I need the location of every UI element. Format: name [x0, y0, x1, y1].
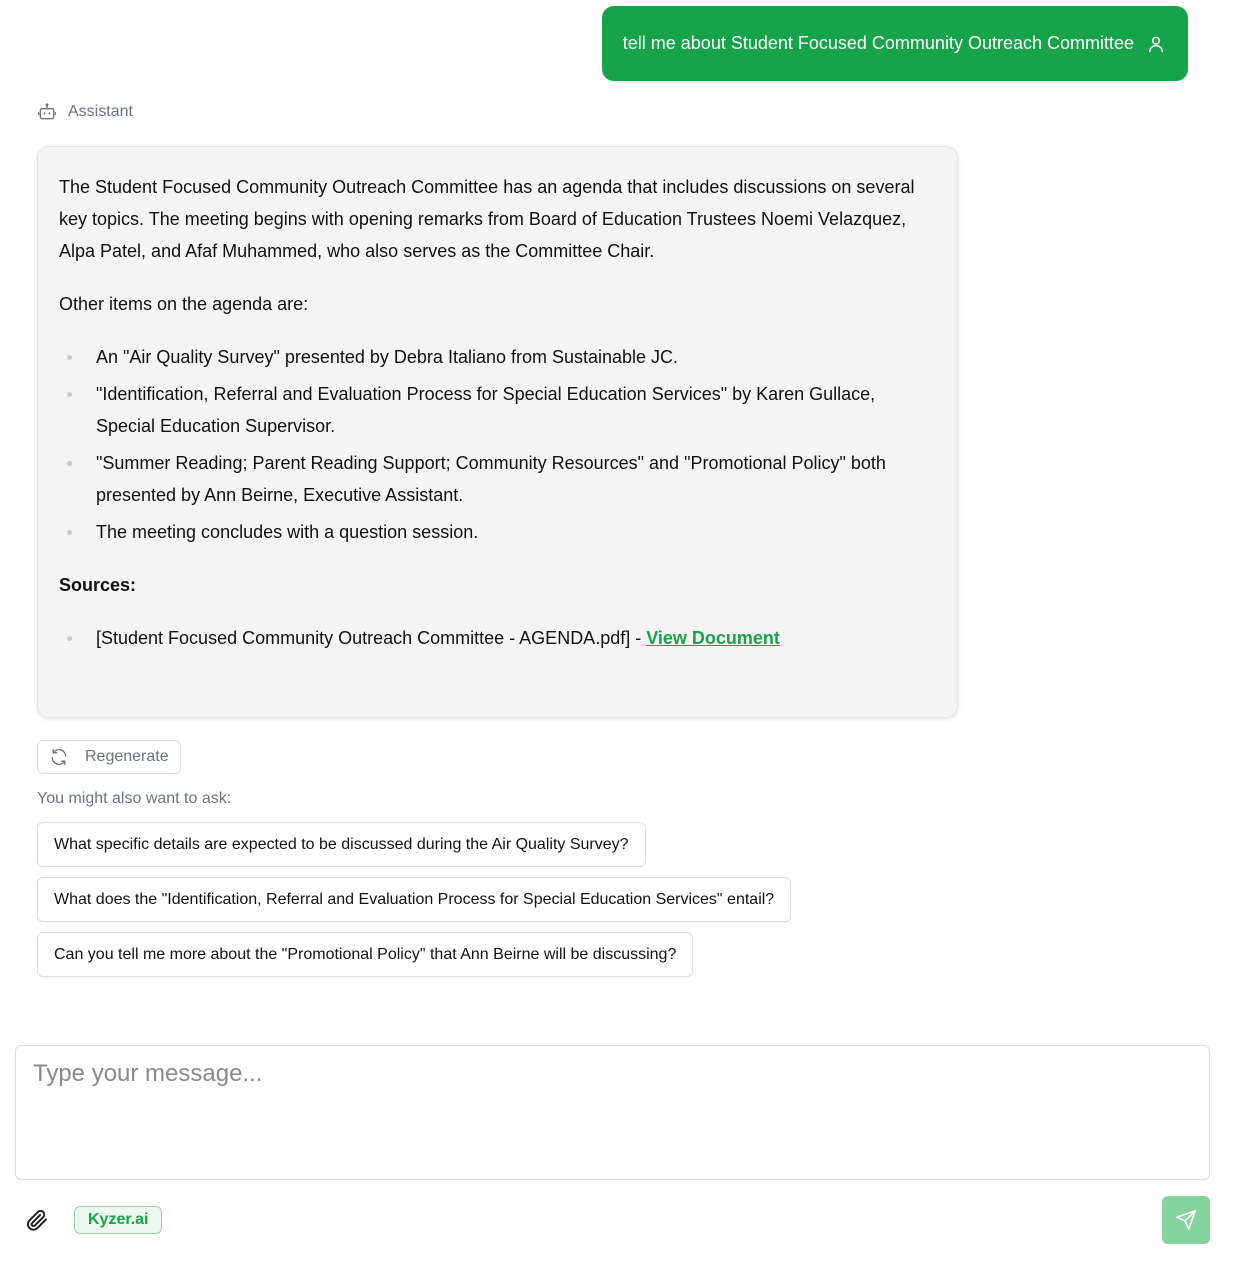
user-message-bubble: [602, 6, 1188, 81]
model-selector[interactable]: Kyzer.ai: [74, 1206, 162, 1234]
list-item: "Summer Reading; Parent Reading Support; Community Resources" and "Promotional Policy" both presented by Ann Beirne, Executive Assistant.: [59, 447, 927, 511]
list-item: An "Air Quality Survey" presented by Debra Italiano from Sustainable JC.: [59, 341, 927, 373]
suggestion-button[interactable]: Can you tell me more about the "Promotional Policy" that Ann Beirne will be discussing?: [37, 932, 693, 977]
user-message-text: tell me about Student Focused Community Outreach Committee: [622, 33, 1134, 53]
suggestion-button[interactable]: What specific details are expected to be discussed during the Air Quality Survey?: [37, 822, 646, 867]
view-document-link[interactable]: View Document: [646, 628, 780, 648]
user-message-row: [602, 6, 1188, 81]
list-item: "Identification, Referral and Evaluation Process for Special Education Services" by Karen Gullace, Special Education Supervisor.: [59, 378, 927, 442]
response-paragraph: Other items on the agenda are:: [59, 294, 309, 314]
user-icon: [1146, 34, 1166, 54]
send-icon: [1175, 1209, 1197, 1231]
suggestion-button[interactable]: What does the "Identification, Referral and Evaluation Process for Special Education Services" entail?: [37, 877, 791, 922]
response-paragraph: The Student Focused Community Outreach Committee has an agenda that includes discussions on several key topics. The meeting begins with opening remarks from Board of Education Trustees Noemi Velazquez, Alpa Patel, and Afaf Muhammed, who also serves as the Committee Chair.: [59, 177, 915, 261]
sources-list: [59, 622, 927, 654]
send-button[interactable]: [1162, 1196, 1210, 1244]
agenda-list: [59, 341, 927, 548]
sources-heading: Sources:: [59, 575, 137, 595]
regenerate-button[interactable]: [37, 740, 181, 774]
bot-icon: [37, 102, 57, 122]
regenerate-label: Regenerate: [85, 748, 169, 765]
suggestions-heading: You might also want to ask:: [37, 790, 232, 807]
attach-button[interactable]: [25, 1207, 49, 1233]
source-item: [59, 622, 927, 654]
paperclip-icon: [25, 1207, 49, 1233]
source-filename: [Student Focused Community Outreach Committee - AGENDA.pdf] -: [96, 628, 647, 648]
assistant-label: [37, 102, 133, 122]
assistant-name: Assistant: [68, 103, 133, 120]
assistant-message-bubble: [37, 146, 958, 718]
list-item: The meeting concludes with a question session.: [59, 516, 927, 548]
refresh-icon: [49, 747, 69, 767]
message-input[interactable]: [15, 1045, 1210, 1180]
